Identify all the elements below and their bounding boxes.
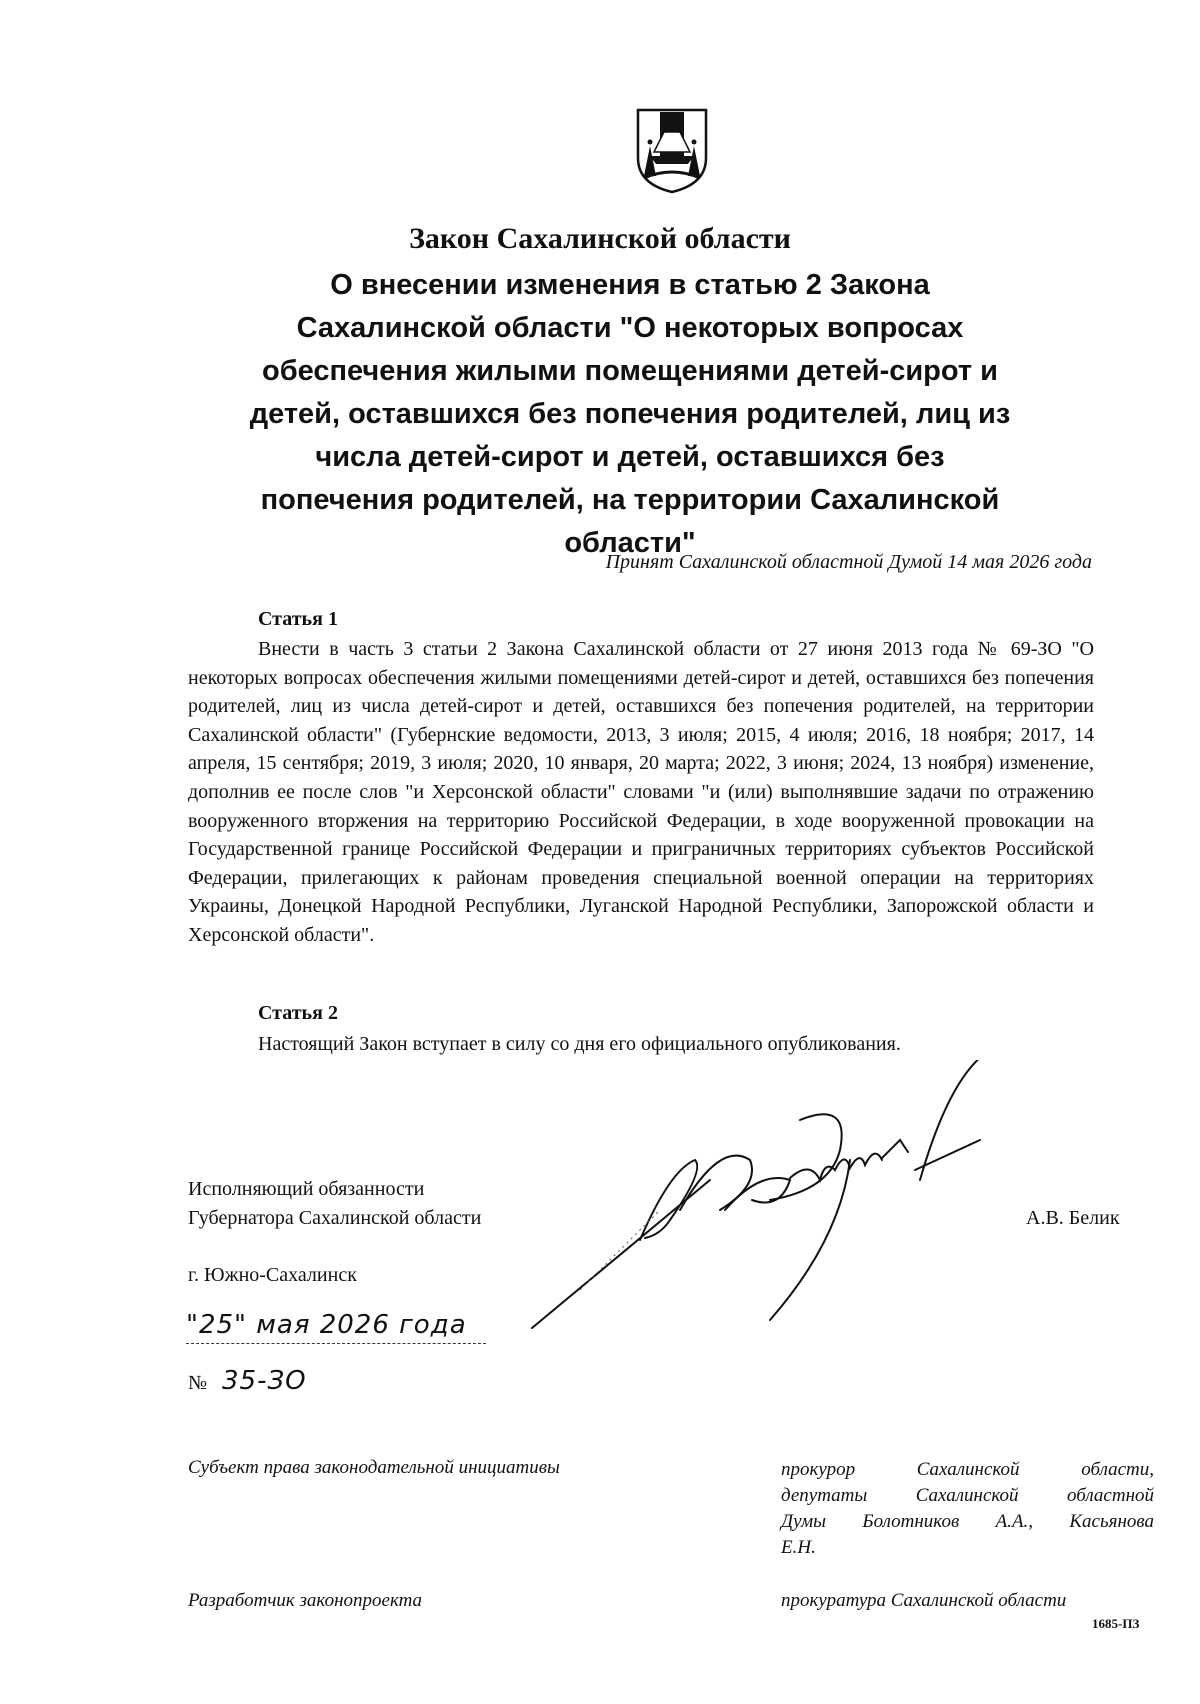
document-code: 1685-ПЗ	[1092, 1616, 1140, 1631]
article-1-text: Внести в часть 3 статьи 2 Закона Сахалинской области от 27 июня 2013 года № 69-ЗО "О некоторых вопросах обеспечения жилыми помещениями детей-сирот и детей, оставшихся без попечения родителей, лиц из числа детей-сирот и детей, оставшихся без попечения родителей, на территории Сахалинской области" (Губернские ведомости, 2013, 3 июля; 2015, 4 июля; 2016, 18 ноября; 2017, 14 апреля, 15 сентября; 2019, 3 июля; 2020, 10 января, 20 марта; 2022, 3 июня; 2024, 13 ноября) изменение, дополнив ее после слов "и Херсонской области" словами "и (или) выполнявшие задачи по отражению вооруженного вторжения на территорию Российской Федерации, в ходе вооруженной провокации на Государственной границе Российской Федерации и приграничных территориях субъектов Российской Федерации, прилегающих к районам проведения специальной военной операции на территориях Украины, Донецкой Народной Республики, Луганской Народной Республики, Запорожской области и Херсонской области".	[188, 638, 1094, 946]
article-1-heading: Статья 1	[258, 608, 338, 630]
city: г. Южно-Сахалинск	[188, 1264, 357, 1286]
signing-date: "25" мая 2026 года	[186, 1310, 467, 1340]
initiative-value	[781, 1457, 1154, 1561]
signer-position-line2: Губернатора Сахалинской области	[188, 1207, 482, 1229]
law-number: 35-ЗО	[222, 1366, 307, 1396]
initiative-line: прокурор Сахалинской области,	[781, 1459, 1154, 1480]
article-2-heading: Статья 2	[258, 1002, 338, 1024]
subject-line: числа детей-сирот и детей, оставшихся без	[315, 441, 945, 473]
subject-line: области"	[564, 527, 696, 559]
initiative-line: Е.Н.	[781, 1537, 816, 1558]
subject-line: Сахалинской области "О некоторых вопросах	[296, 312, 964, 344]
subject-line: попечения родителей, на территории Сахалинской	[260, 484, 1000, 516]
subject-line: обеспечения жилыми помещениями детей-сирот и	[262, 355, 998, 387]
initiative-line: депутаты Сахалинской областной	[781, 1485, 1154, 1506]
adoption-note: Принят Сахалинской областной Думой 14 мая 2026 года	[605, 551, 1092, 573]
developer-value: прокуратура Сахалинской области	[781, 1590, 1067, 1611]
article-2-text: Настоящий Закон вступает в силу со дня его официального опубликования.	[258, 1033, 901, 1055]
law-title: Закон Сахалинской области	[409, 222, 791, 255]
initiative-label: Субъект права законодательной инициативы	[188, 1457, 560, 1478]
developer-label: Разработчик законопроекта	[188, 1590, 423, 1611]
number-sign: №	[188, 1372, 208, 1394]
initiative-line: Думы Болотников А.А., Касьянова	[781, 1511, 1154, 1532]
date-underline	[186, 1343, 486, 1344]
signer-name: А.В. Белик	[1026, 1207, 1120, 1229]
handwritten-signature	[520, 1060, 1000, 1360]
subject-line: детей, оставшихся без попечения родителей, лиц из	[249, 398, 1011, 430]
subject-line: О внесении изменения в статью 2 Закона	[330, 269, 930, 301]
signer-position-line1: Исполняющий обязанности	[188, 1178, 425, 1200]
law-subject	[200, 264, 1060, 565]
sakhalin-coat-of-arms-icon	[634, 106, 710, 194]
